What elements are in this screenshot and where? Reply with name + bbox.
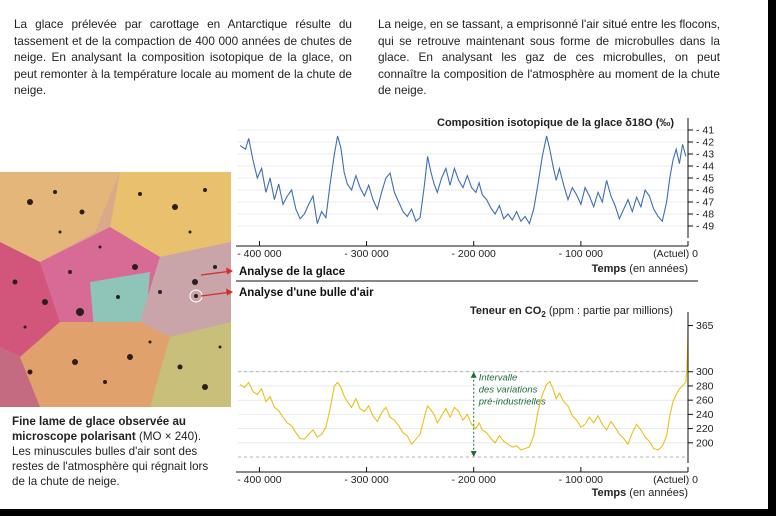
co2-x-label: Temps (en années) xyxy=(591,487,688,499)
co2-y-tick-label: 240 xyxy=(696,408,714,421)
caption-title: Fine lame de glace observée au microscope polarisant xyxy=(12,415,186,443)
co2-x-tick-label: (Actuel) 0 xyxy=(653,474,698,486)
isotope-x-ticks xyxy=(237,241,698,260)
left-paragraph: La glace prélevée par carottage en Antarctique résulte du tassement et de la compaction de 400 000 années de chutes de neige. En analysant la composition isotopique de la glace, on peut remonter à la température locale au moment de la chute de neige. xyxy=(14,17,352,97)
label-bubble-analysis: Analyse d'une bulle d'air xyxy=(239,287,374,299)
iso-x-tick-label: - 200 000 xyxy=(451,248,496,260)
co2-x-tick-label: - 200 000 xyxy=(451,474,496,486)
iso-x-tick-label: - 300 000 xyxy=(344,248,389,260)
iso-x-tick-label: - 400 000 xyxy=(237,248,282,260)
co2-y-ticks xyxy=(688,320,714,449)
label-ice-analysis: Analyse de la glace xyxy=(239,266,346,278)
iso-y-tick-label: - 43 xyxy=(696,148,715,161)
isotope-chart-title: Composition isotopique de la glace δ18O (‰) xyxy=(437,117,675,129)
annotation-arrow-down xyxy=(471,451,477,457)
co2-y-tick-label: 300 xyxy=(696,366,714,379)
co2-y-tick-label: 220 xyxy=(696,423,714,436)
isotope-x-label: Temps (en années) xyxy=(591,263,688,275)
co2-x-ticks xyxy=(237,467,698,486)
arrow-to-bubble xyxy=(201,289,233,297)
iso-x-tick-label: - 100 000 xyxy=(558,248,604,260)
annotation-text-line: pré-industrielles xyxy=(478,396,546,408)
iso-y-tick-label: - 45 xyxy=(696,172,715,185)
iso-x-tick-label: (Actuel) 0 xyxy=(653,248,698,260)
co2-chart-title: Teneur en $CO_2$ (ppm : partie par millions) xyxy=(470,305,673,319)
isotope-series-line xyxy=(240,136,686,224)
right-paragraph: La neige, en se tassant, a emprisonné l'air situé entre les flocons, qui se retrouve maintenant sous forme de microbulles dans la glace. En analysant les gaz de ces microbulles, on peut connaître la composition de l'atmosphère au moment de la chute de neige. xyxy=(378,17,720,97)
iso-y-tick-label: - 49 xyxy=(696,220,715,233)
caption-scale: (MO × 240). xyxy=(138,430,202,443)
iso-y-tick-label: - 46 xyxy=(696,184,715,197)
annotation-arrow-up xyxy=(471,372,477,378)
co2-x-tick-label: - 100 000 xyxy=(558,474,604,486)
caption-body: Les minuscules bulles d'air sont des restes de l'atmosphère qui régnait lors de la chute de neige. xyxy=(12,445,209,488)
co2-series-line xyxy=(240,326,688,450)
isotope-y-ticks xyxy=(688,125,714,233)
co2-x-tick-label: - 400 000 xyxy=(237,474,282,486)
co2-y-tick-label: 280 xyxy=(696,380,714,393)
co2-y-tick-label: 200 xyxy=(696,437,714,450)
arrow-to-ice xyxy=(201,268,233,276)
iso-y-tick-label: - 48 xyxy=(696,208,715,221)
iso-y-tick-label: - 47 xyxy=(696,196,715,209)
annotation-text-line: Intervalle xyxy=(478,372,518,384)
annotation-text-line: des variations xyxy=(478,384,538,396)
iso-y-tick-label: - 44 xyxy=(696,160,715,173)
isotope-chart xyxy=(236,117,714,275)
iso-y-tick-label: - 41 xyxy=(696,124,715,137)
co2-y-tick-label: 260 xyxy=(696,394,714,407)
co2-grid xyxy=(238,372,688,443)
co2-y-tick-label: 365 xyxy=(696,320,714,333)
co2-x-tick-label: - 300 000 xyxy=(344,474,389,486)
iso-y-tick-label: - 42 xyxy=(696,136,715,149)
